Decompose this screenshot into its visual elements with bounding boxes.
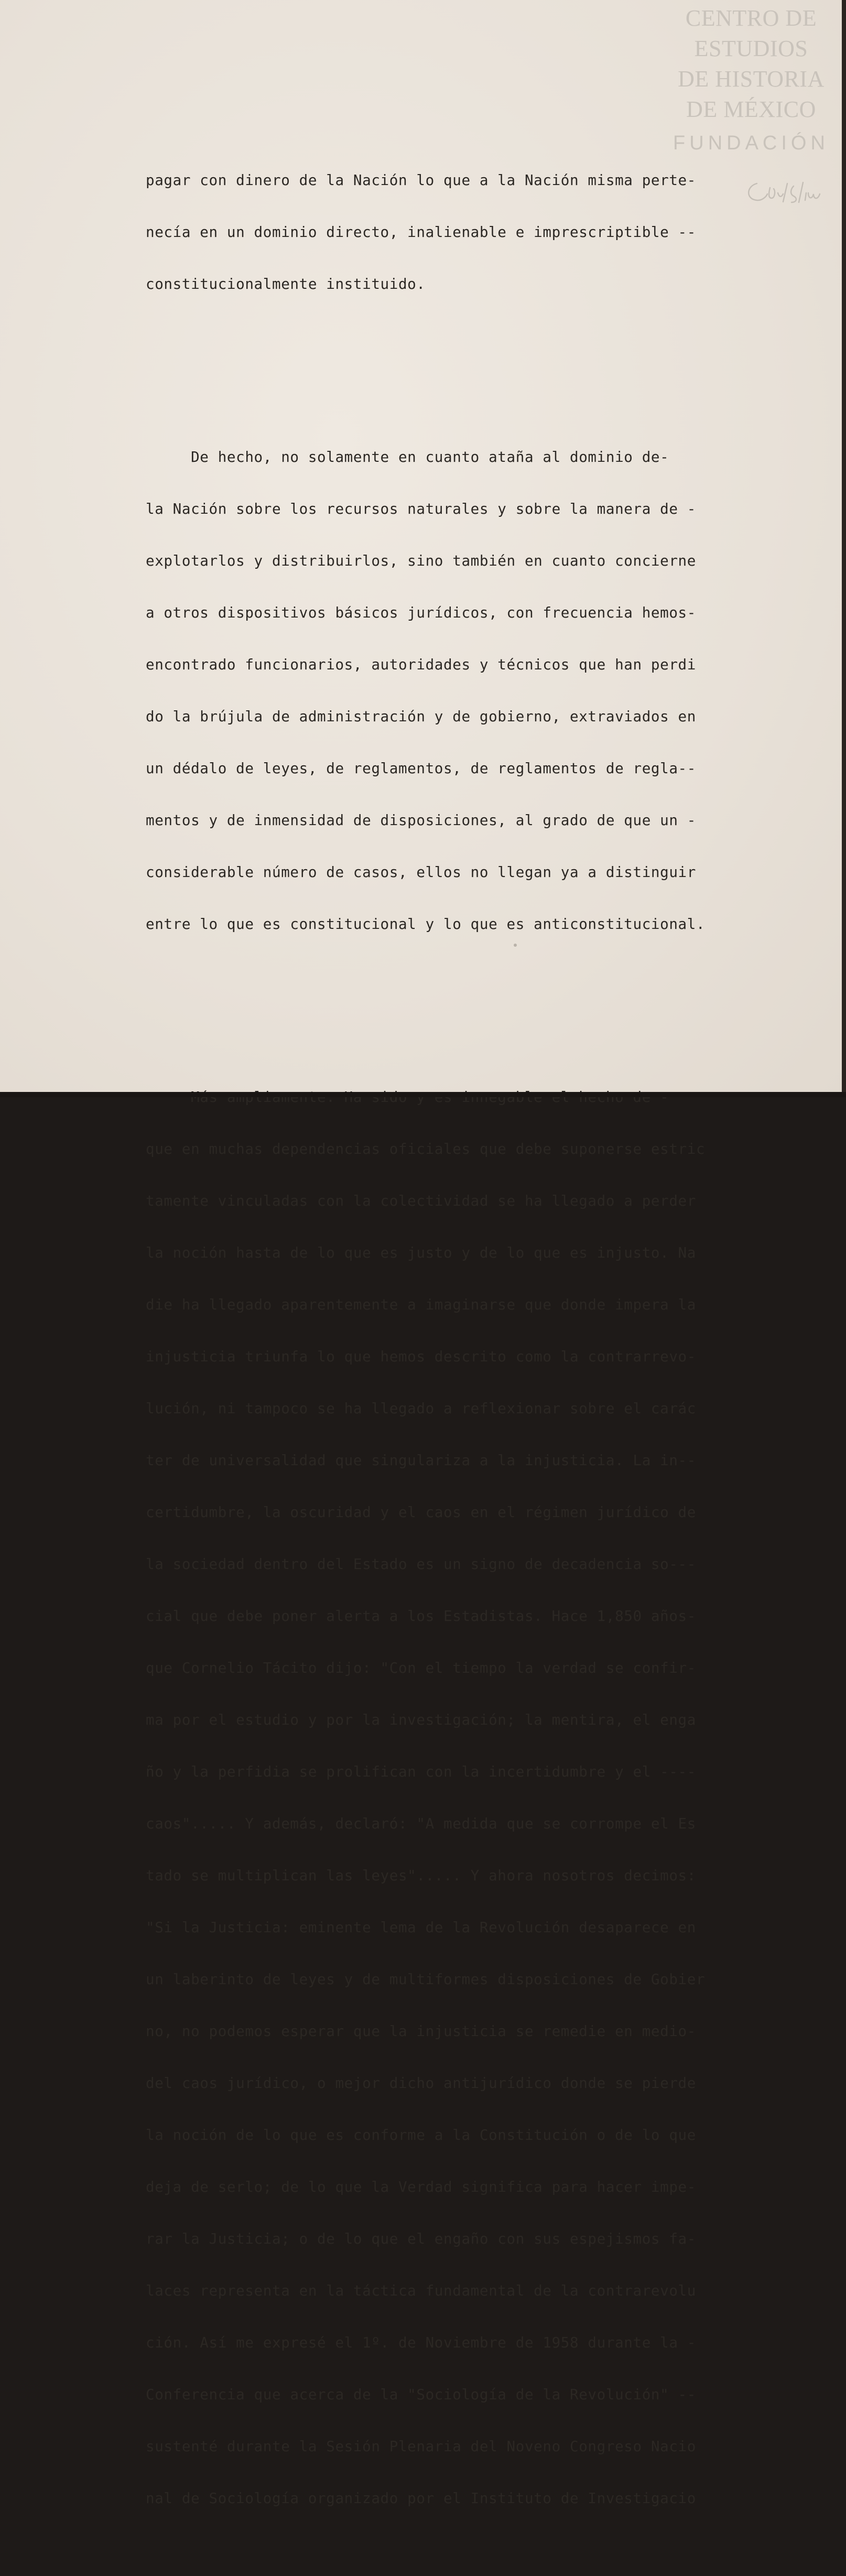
- text-line: die ha llegado aparentemente a imaginarse que donde impera la: [146, 1296, 696, 1313]
- text-line: necía en un dominio directo, inalienable e imprescriptible --: [146, 223, 696, 241]
- text-line: ción. Así me expresé el 1º. de Noviembre de 1958 durante la -: [146, 2334, 696, 2351]
- text-line: certidumbre, la oscuridad y el caos en el régimen jurídico de: [146, 1503, 696, 1521]
- paragraph-1: [146, 137, 780, 327]
- text-line: ter de universalidad que singulariza a la injusticia. La in--: [146, 1452, 696, 1469]
- text-line: un laberinto de leyes y de multiformes disposiciones de Gobier: [146, 1971, 706, 1988]
- text-line: entre lo que es constitucional y lo que es anticonstitucional.: [146, 915, 706, 933]
- text-line: injusticia triunfa lo que hemos descrito como la contrarrevo-: [146, 1348, 696, 1365]
- text-line: deja de serlo; de lo que la Verdad significa para hacer impe-: [146, 2178, 696, 2195]
- text-line: sustenté durante la Sesión Plenaria del Noveno Congreso Nacio: [146, 2438, 696, 2455]
- paragraph-gap: [146, 362, 780, 379]
- text-line: que Cornelio Tácito dijo: "Con el tiempo la verdad se confir-: [146, 1659, 696, 1676]
- text-line: rar la Justicia; o de lo que el engaño con sus espejismos fa-: [146, 2230, 696, 2247]
- paragraph-2: [146, 414, 780, 967]
- text-line: lución, ni tampoco se ha llegado a reflexionar sobre el carác: [146, 1400, 696, 1417]
- watermark-line: DE MÉXICO: [686, 96, 816, 122]
- text-line: un dédalo de leyes, de reglamentos, de reglamentos de regla--: [146, 760, 696, 777]
- watermark-line: ESTUDIOS: [694, 36, 808, 61]
- text-line: Conferencia que acerca de la "Sociología de la Revolución" --: [146, 2386, 696, 2403]
- paragraph-gap: [146, 1002, 780, 1019]
- text-line: que en muchas dependencias oficiales que debe suponerse estric: [146, 1140, 706, 1157]
- text-line: la noción de lo que es conforme a la Constitución o de lo que: [146, 2126, 696, 2144]
- watermark-line: CENTRO DE: [685, 5, 817, 31]
- scan-edge-bottom: [0, 1092, 846, 1097]
- scan-edge-right: [842, 0, 846, 1097]
- text-line: la noción hasta de lo que es justo y de lo que es injusto. Na: [146, 1244, 696, 1261]
- text-line: tamente vinculadas con la colectividad se ha llegado a perder: [146, 1192, 696, 1209]
- document-text: [146, 102, 780, 2576]
- text-line: "Si la Justicia: eminente lema de la Revolución desaparece en: [146, 1919, 696, 1936]
- paper-speck: [514, 944, 517, 947]
- text-line: ño y la perfidia se prolifican con la incertidumbre y el ----: [146, 1763, 696, 1780]
- text-line: no, no podemos esperar que la injusticia se remedie en medio-: [146, 2022, 696, 2040]
- text-line: la sociedad dentro del Estado es un signo de decadencia so---: [146, 1555, 696, 1573]
- text-line: cial que debe poner alerta a los Estadistas. Hace 1,850 años-: [146, 1607, 696, 1625]
- text-line: laces representa en la táctica fundamental de la contrarevolu: [146, 2282, 696, 2299]
- text-line: del caos jurídico, o mejor dicho antijurídico donde se pierde: [146, 2074, 696, 2092]
- watermark-line: DE HISTORIA: [678, 66, 825, 92]
- text-line: constitucionalmente instituido.: [146, 275, 426, 293]
- text-line: mentos y de inmensidad de disposiciones, al grado de que un -: [146, 811, 696, 829]
- text-line: ma por el estudio y por la investigación; la mentira, el enga: [146, 1711, 696, 1728]
- text-line: explotarlos y distribuirlos, sino también en cuanto concierne: [146, 552, 696, 569]
- text-line: tado se multiplican las leyes"..... Y ahora nosotros decimos:: [146, 1867, 696, 1884]
- text-line: encontrado funcionarios, autoridades y técnicos que han perdi: [146, 656, 696, 673]
- text-line: caos"..... Y además, declaró: "A medida que se corrompe el Es: [146, 1815, 696, 1832]
- paragraph-3: [146, 1054, 780, 2541]
- text-line: do la brújula de administración y de gobierno, extraviados en: [146, 708, 696, 725]
- text-line: De hecho, no solamente en cuanto ataña al dominio de-: [146, 448, 669, 466]
- text-line: pagar con dinero de la Nación lo que a la Nación misma perte-: [146, 171, 696, 189]
- text-line: la Nación sobre los recursos naturales y sobre la manera de -: [146, 500, 696, 517]
- text-line: considerable número de casos, ellos no llegan ya a distinguir: [146, 863, 696, 881]
- text-line: nal de Sociología organizado por el Instituto de Investigacio: [146, 2490, 696, 2507]
- watermark-fundacion: FUNDACIÓN: [673, 132, 829, 154]
- text-line: a otros dispositivos básicos jurídicos, con frecuencia hemos-: [146, 604, 696, 621]
